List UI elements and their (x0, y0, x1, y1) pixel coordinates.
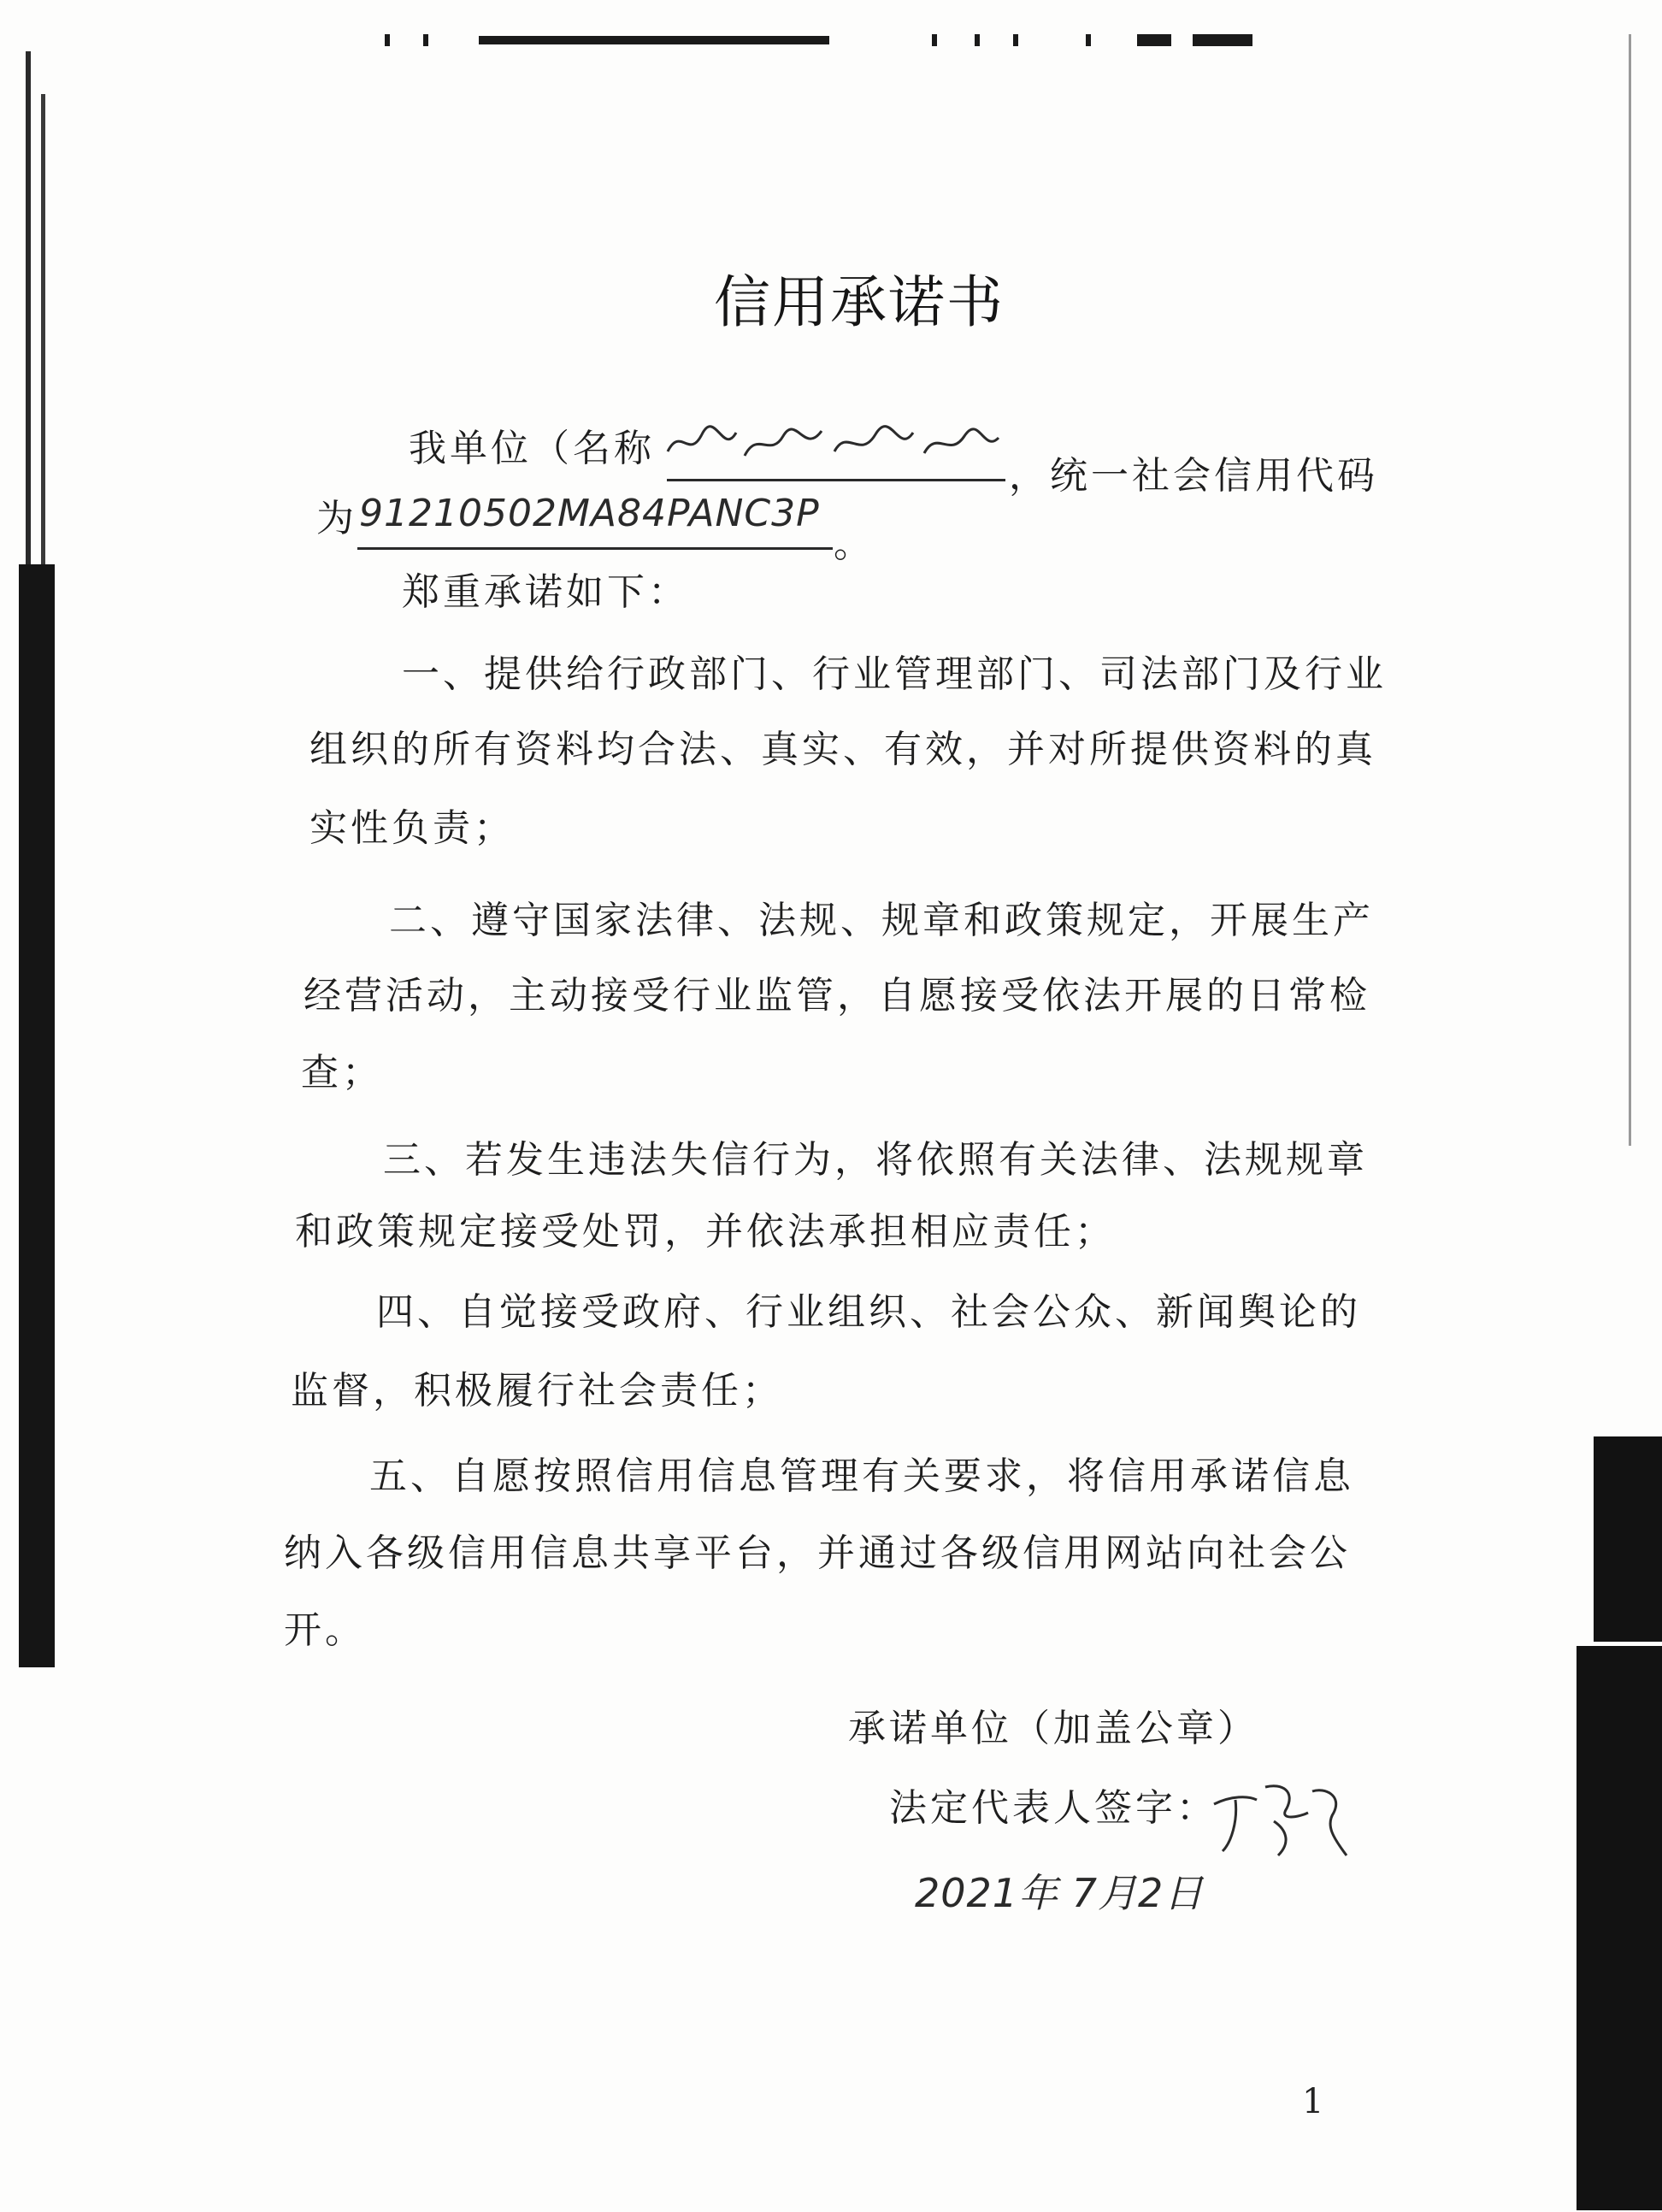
item-5-line-2: 纳入各级信用信息共享平台，并通过各级信用网站向社会公 (284, 1531, 1351, 1575)
document-title: 信用承诺书 (714, 269, 1005, 335)
handwritten-date: 2021年 7月2日 (915, 1870, 1205, 1916)
code-prefix: 为 (316, 497, 357, 540)
item-5-line-1: 五、自愿按照信用信息管理有关要求，将信用承诺信息 (369, 1454, 1354, 1498)
item-4-line-2: 监督，积极履行社会责任； (291, 1369, 783, 1413)
promising-unit-label: 承诺单位（加盖公章） (848, 1707, 1258, 1750)
intro-prefix: 我单位（名称 (409, 427, 655, 470)
item-2-line-1: 二、遵守国家法律、法规、规章和政策规定，开展生产 (389, 899, 1374, 942)
scan-top-artifact (1137, 34, 1171, 46)
item-2-line-2: 经营活动，主动接受行业监管，自愿接受依法开展的日常检 (304, 974, 1370, 1018)
scan-top-artifact (975, 34, 980, 46)
code-underline (357, 547, 833, 550)
intro-suffix: ，统一社会信用代码 (1009, 454, 1378, 498)
scan-top-artifact (1193, 34, 1252, 46)
page-number: 1 (1302, 2082, 1324, 2121)
scan-shadow-block (1577, 1646, 1662, 2210)
item-5-line-3: 开。 (284, 1608, 366, 1652)
scan-shadow-bar (19, 564, 55, 1667)
name-underline (667, 479, 1005, 481)
item-4-line-1: 四、自觉接受政府、行业组织、社会公众、新闻舆论的 (376, 1290, 1361, 1334)
handwritten-signature (1205, 1770, 1351, 1864)
scan-top-artifact (479, 36, 829, 44)
scan-shadow-block (1594, 1436, 1662, 1642)
item-2-line-3: 查； (301, 1051, 383, 1094)
scan-edge-artifact (1629, 34, 1631, 1146)
handwritten-credit-code: 91210502MA84PANC3P (359, 492, 820, 535)
legal-rep-label: 法定代表人签字： (889, 1786, 1217, 1830)
item-3-line-2: 和政策规定接受处罚，并依法承担相应责任； (295, 1210, 1116, 1253)
item-1-line-3: 实性负责； (309, 806, 515, 850)
item-3-line-1: 三、若发生违法失信行为，将依照有关法律、法规规章 (383, 1138, 1368, 1182)
scan-top-artifact (385, 34, 390, 46)
scan-top-artifact (932, 34, 937, 46)
scan-top-artifact (1086, 34, 1091, 46)
item-1-line-1: 一、提供给行政部门、行业管理部门、司法部门及行业 (402, 652, 1387, 696)
scan-top-artifact (423, 34, 428, 46)
code-suffix: 。 (834, 522, 875, 566)
scan-top-artifact (1013, 34, 1018, 46)
handwritten-company-name (663, 417, 1005, 470)
promise-lead: 郑重承诺如下： (402, 570, 689, 614)
item-1-line-2: 组织的所有资料均合法、真实、有效，并对所提供资料的真 (309, 728, 1376, 771)
